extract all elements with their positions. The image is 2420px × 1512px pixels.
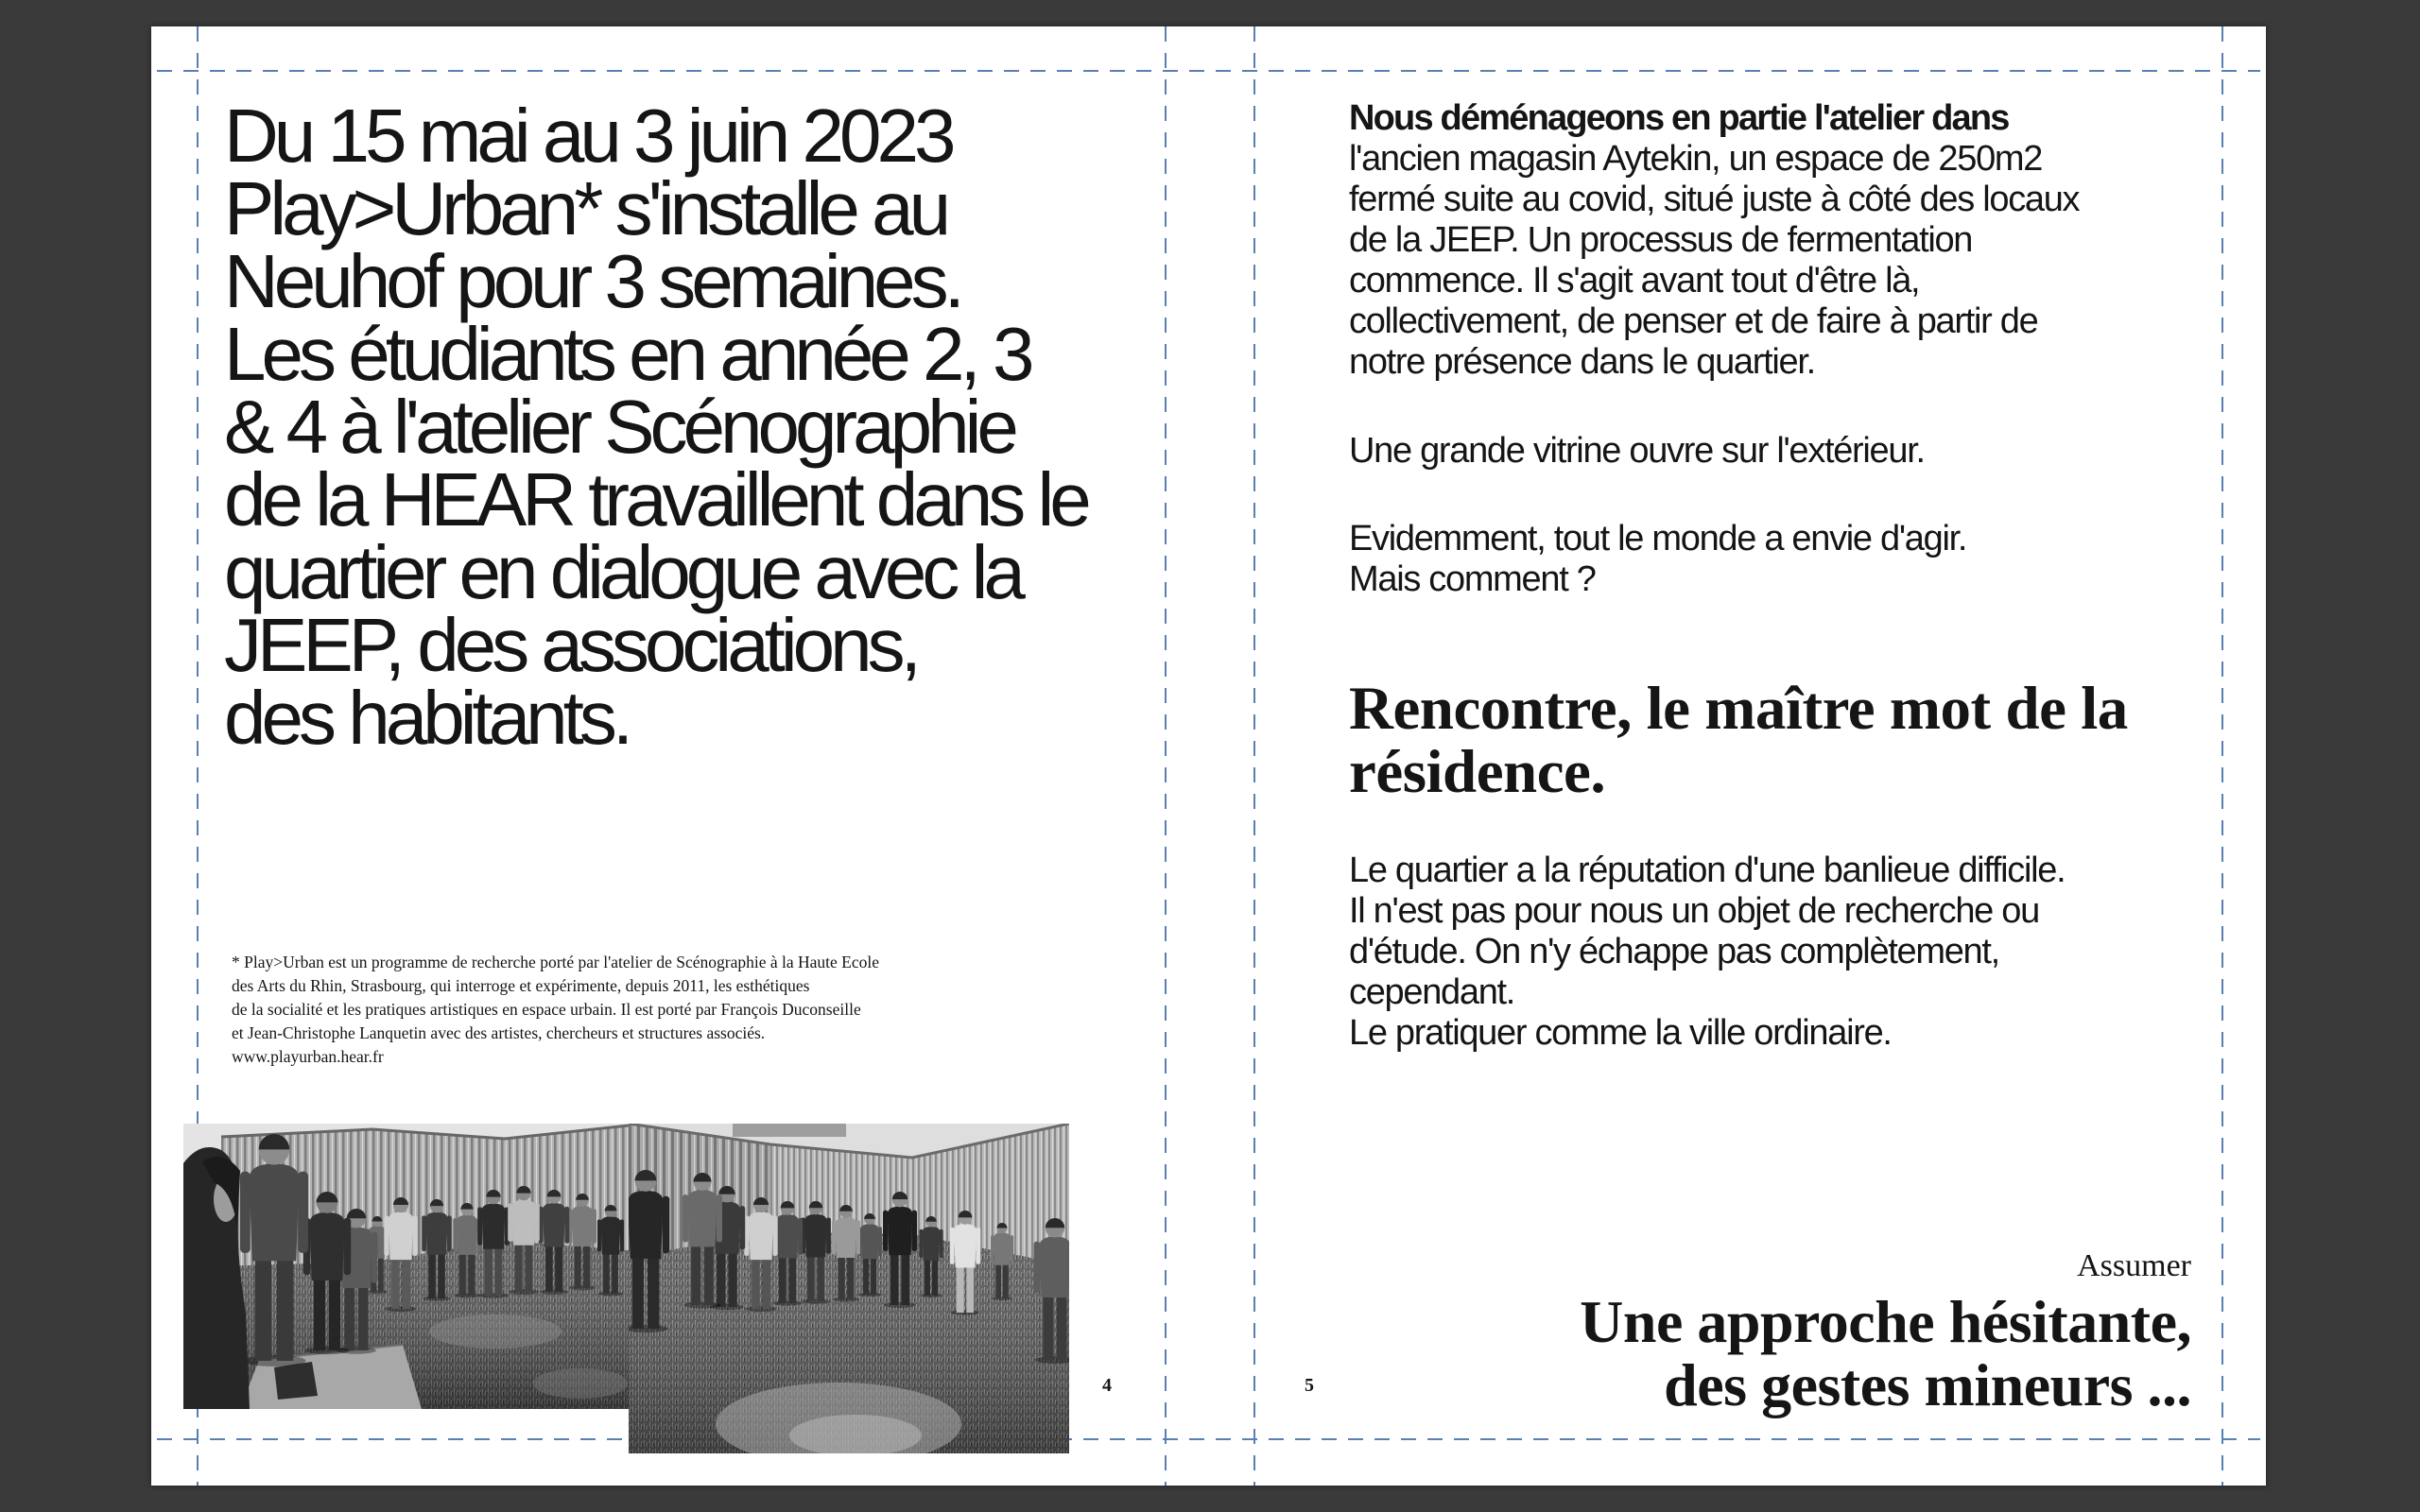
photo-grass-patch bbox=[429, 1314, 562, 1349]
photo-building bbox=[733, 1124, 846, 1137]
headline-line: Neuhof pour 3 semaines. bbox=[224, 239, 960, 323]
body-line: Le pratiquer comme la ville ordinaire. bbox=[1349, 1013, 1892, 1053]
headline-line: Du 15 mai au 3 juin 2023 bbox=[224, 94, 952, 178]
intro-text-frame[interactable] bbox=[1349, 98, 2079, 383]
headline-line: des habitants. bbox=[224, 676, 630, 760]
intro-line: collectivement, de penser et de faire à partir de bbox=[1349, 301, 2038, 341]
page-number: 5 bbox=[1305, 1375, 1314, 1396]
intro-line: l'ancien magasin Aytekin, un espace de 250m2 bbox=[1349, 139, 2043, 179]
headline-line: quartier en dialogue avec la bbox=[224, 530, 1021, 614]
headline-line: Play>Urban* s'installe au bbox=[224, 166, 947, 250]
headline-text-frame[interactable] bbox=[224, 94, 1087, 760]
body-line: d'étude. On n'y échappe pas complètement, bbox=[1349, 932, 1999, 971]
vitrine-text-frame[interactable] bbox=[1349, 431, 1925, 472]
footnote-line: de la socialité et les pratiques artistiques en espace urbain. Il est porté par François Duconseille bbox=[232, 1000, 861, 1019]
headline-line: Les étudiants en année 2, 3 bbox=[224, 312, 1030, 396]
body-text-frame[interactable] bbox=[1349, 850, 2065, 1054]
footnote-text-frame[interactable] bbox=[232, 951, 879, 1069]
intro-line: fermé suite au covid, situé juste à côté des locaux bbox=[1349, 180, 2080, 219]
body-line: Le quartier a la réputation d'une banlieue difficile. bbox=[1349, 850, 2066, 890]
intro-line: commence. Il s'agit avant tout d'être là, bbox=[1349, 261, 1920, 301]
page-number: 4 bbox=[1102, 1375, 1112, 1396]
closing-kicker[interactable]: Assumer bbox=[2077, 1248, 2191, 1283]
photo-bag bbox=[274, 1362, 318, 1400]
body-line: Il n'est pas pour nous un objet de recherche ou bbox=[1349, 891, 2039, 931]
section-heading-line: résidence. bbox=[1349, 738, 1606, 806]
headline-line: & 4 à l'atelier Scénographie bbox=[224, 385, 1014, 469]
closing-title-line: des gestes mineurs ... bbox=[1664, 1351, 2191, 1418]
closing-title-line: Une approche hésitante, bbox=[1580, 1288, 2191, 1355]
question-text-frame[interactable] bbox=[1349, 519, 1966, 600]
closing-title[interactable] bbox=[1580, 1290, 2191, 1417]
photo-grass-patch bbox=[533, 1368, 628, 1399]
photo-frame-right[interactable] bbox=[629, 1124, 1069, 1453]
intro-line: de la JEEP. Un processus de fermentation bbox=[1349, 220, 1973, 260]
footnote-line: et Jean-Christophe Lanquetin avec des artistes, chercheurs et structures associés. bbox=[232, 1023, 766, 1042]
photo-frame-left[interactable] bbox=[183, 1124, 629, 1409]
page-4 bbox=[151, 26, 1208, 1486]
section-heading[interactable] bbox=[1349, 675, 2128, 806]
headline-line: JEEP, des associations, bbox=[224, 603, 917, 687]
footnote-line: * Play>Urban est un programme de recherche porté par l'atelier de Scénographie à la Haute Ecole bbox=[232, 953, 880, 971]
body-line: cependant. bbox=[1349, 972, 1515, 1012]
page-5 bbox=[1208, 26, 2266, 1486]
intro-line: notre présence dans le quartier. bbox=[1349, 342, 1815, 382]
section-heading-line: Rencontre, le maître mot de la bbox=[1349, 675, 2128, 743]
intro-lead-line: Nous déménageons en partie l'atelier dans bbox=[1349, 98, 2009, 138]
question-line: Mais comment ? bbox=[1349, 559, 1596, 599]
page-spread bbox=[151, 26, 2266, 1486]
question-line: Evidemment, tout le monde a envie d'agir. bbox=[1349, 519, 1967, 558]
footnote-url: www.playurban.hear.fr bbox=[232, 1047, 384, 1066]
footnote-line: des Arts du Rhin, Strasbourg, qui interroge et expérimente, depuis 2011, les esthétiques bbox=[232, 976, 810, 995]
headline-line: de la HEAR travaillent dans le bbox=[224, 457, 1087, 541]
vitrine-line: Une grande vitrine ouvre sur l'extérieur. bbox=[1349, 431, 1925, 471]
